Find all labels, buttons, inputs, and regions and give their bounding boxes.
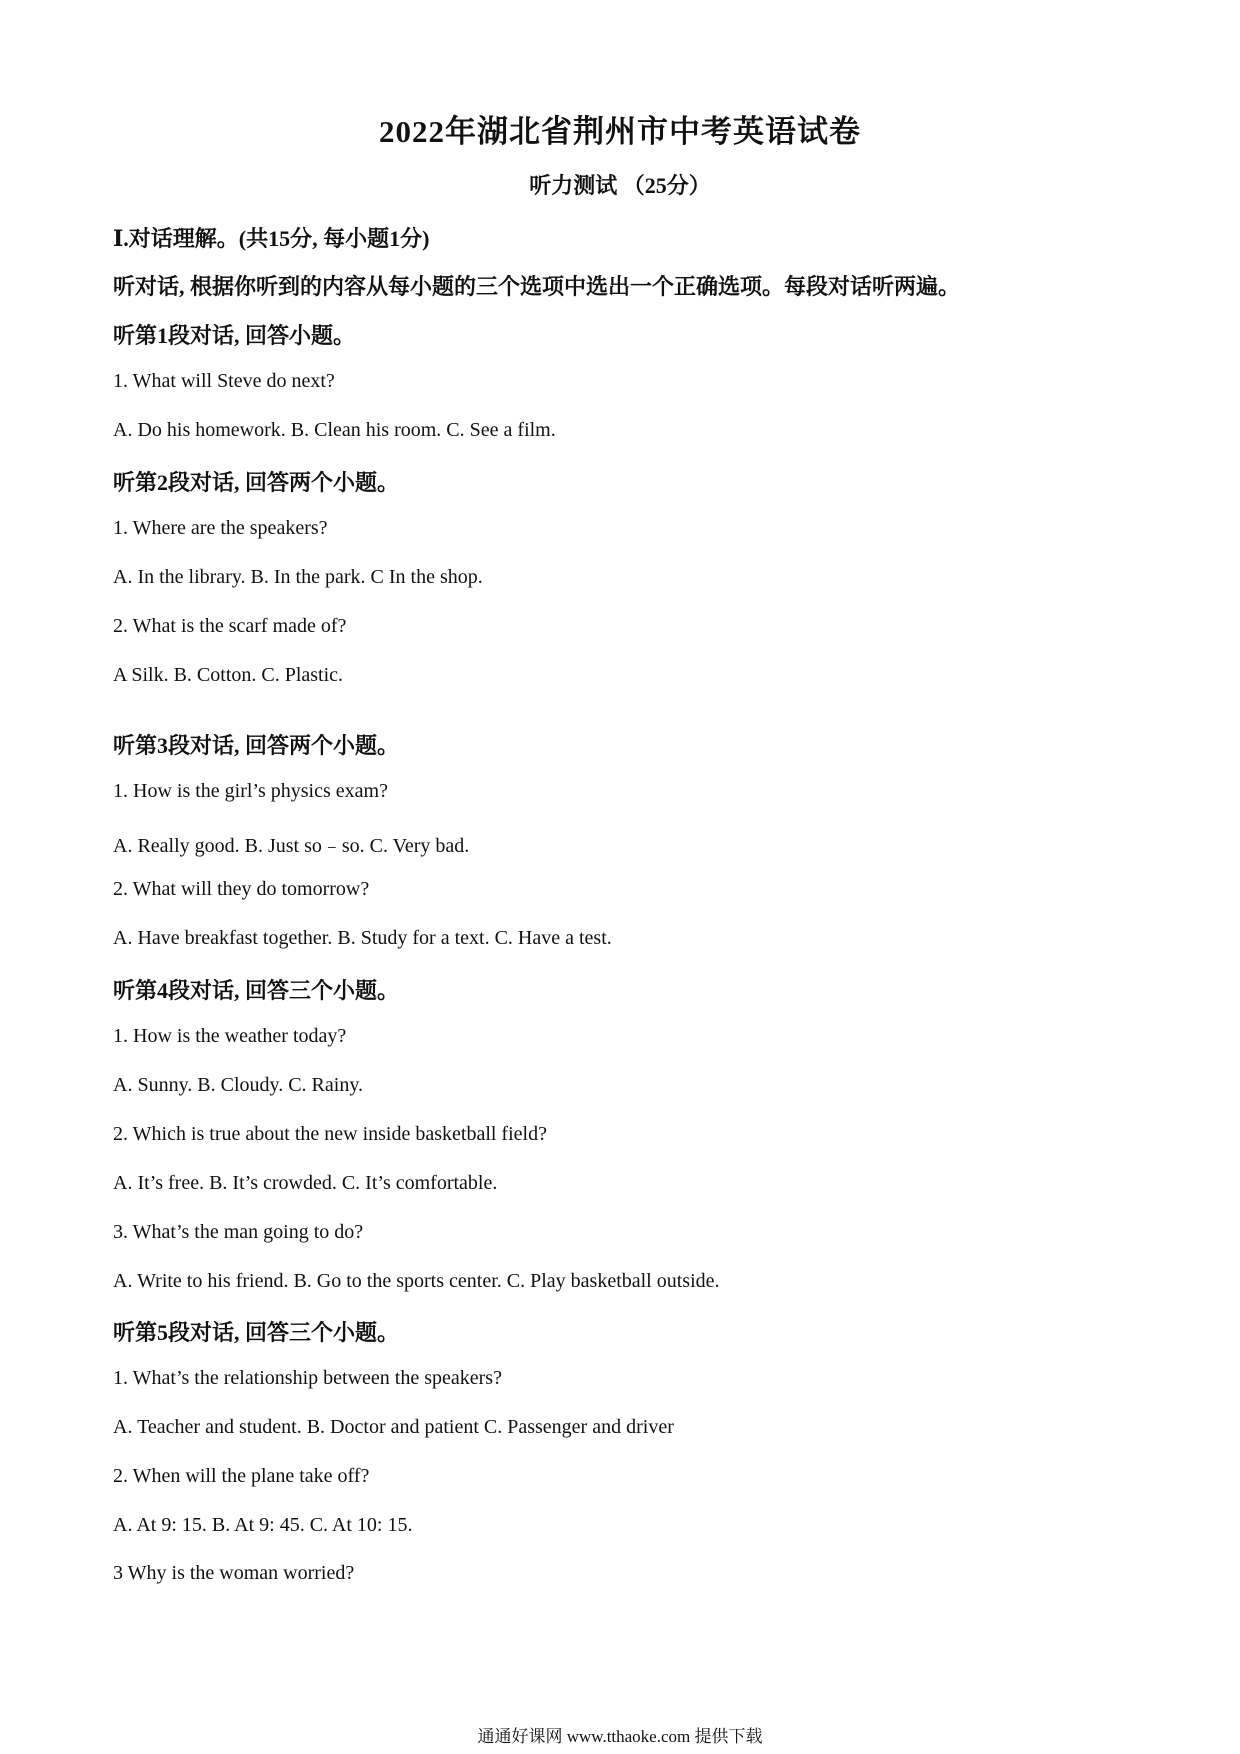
answer-options: A. In the library. B. In the park. C In the shop. [113, 566, 483, 588]
answer-options: A. Really good. B. Just so﹣so. C. Very bad. [113, 835, 470, 857]
instructions: 听对话, 根据你听到的内容从每小题的三个选项中选出一个正确选项。每段对话听两遍。 [113, 274, 961, 299]
question-text: 1. How is the weather today? [113, 1025, 347, 1047]
answer-options: A Silk. B. Cotton. C. Plastic. [113, 664, 344, 686]
page-footer: 通通好课网 www.tthaoke.com 提供下载 [477, 1727, 763, 1746]
answer-options: A. It’s free. B. It’s crowded. C. It’s comfortable. [113, 1172, 498, 1194]
dialogue-5-heading: 听第5段对话, 回答三个小题。 [113, 1320, 400, 1345]
answer-options: A. Have breakfast together. B. Study for a text. C. Have a test. [113, 927, 612, 949]
question-text: 1. How is the girl’s physics exam? [113, 780, 388, 802]
answer-options: A. Do his homework. B. Clean his room. C. See a film. [113, 419, 556, 441]
dialogue-1-heading: 听第1段对话, 回答小题。 [113, 323, 356, 348]
question-text: 3 Why is the woman worried? [113, 1562, 355, 1584]
answer-options: A. Sunny. B. Cloudy. C. Rainy. [113, 1074, 364, 1096]
question-text: 2. When will the plane take off? [113, 1465, 370, 1487]
dialogue-4-heading: 听第4段对话, 回答三个小题。 [113, 978, 400, 1003]
dialogue-3-heading: 听第3段对话, 回答两个小题。 [113, 733, 400, 758]
part-heading: Ⅰ.对话理解。(共15分, 每小题1分) [113, 226, 430, 251]
dialogue-2-heading: 听第2段对话, 回答两个小题。 [113, 470, 400, 495]
page-title: 2022年湖北省荆州市中考英语试卷 [379, 114, 861, 149]
question-text: 3. What’s the man going to do? [113, 1221, 364, 1243]
answer-options: A. Teacher and student. B. Doctor and patient C. Passenger and driver [113, 1416, 674, 1438]
question-text: 2. What will they do tomorrow? [113, 878, 370, 900]
question-text: 1. What’s the relationship between the speakers? [113, 1367, 502, 1389]
question-text: 1. Where are the speakers? [113, 517, 328, 539]
section-heading-listening: 听力测试 （25分） [529, 173, 711, 198]
question-text: 2. What is the scarf made of? [113, 615, 347, 637]
question-text: 2. Which is true about the new inside basketball field? [113, 1123, 547, 1145]
answer-options: A. Write to his friend. B. Go to the sports center. C. Play basketball outside. [113, 1270, 720, 1292]
answer-options: A. At 9: 15. B. At 9: 45. C. At 10: 15. [113, 1514, 413, 1536]
question-text: 1. What will Steve do next? [113, 370, 335, 392]
